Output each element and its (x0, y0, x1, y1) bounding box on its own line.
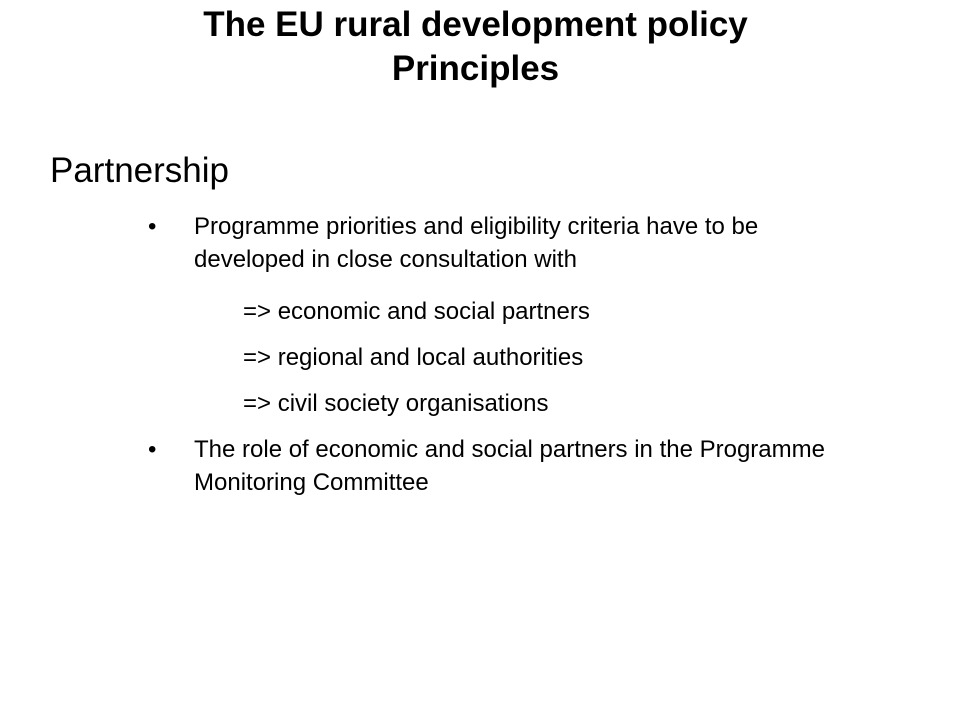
slide-title (0, 3, 951, 91)
bullet-item (148, 210, 868, 276)
sub-item: => economic and social partners (243, 298, 590, 325)
bullet-marker: • (148, 213, 157, 240)
title-line-1: The EU rural development policy (203, 5, 748, 44)
bullet-text: Programme priorities and eligibility criteria have to be developed in close consultation with (194, 213, 759, 273)
bullet-item (148, 433, 868, 499)
bullet-marker: • (148, 436, 157, 463)
section-heading: Partnership (50, 151, 229, 190)
sub-item: => regional and local authorities (243, 344, 584, 371)
title-line-2: Principles (391, 49, 560, 88)
bullet-text: The role of economic and social partners in the Programme Monitoring Committee (194, 436, 825, 496)
sub-item: => civil society organisations (243, 390, 549, 417)
